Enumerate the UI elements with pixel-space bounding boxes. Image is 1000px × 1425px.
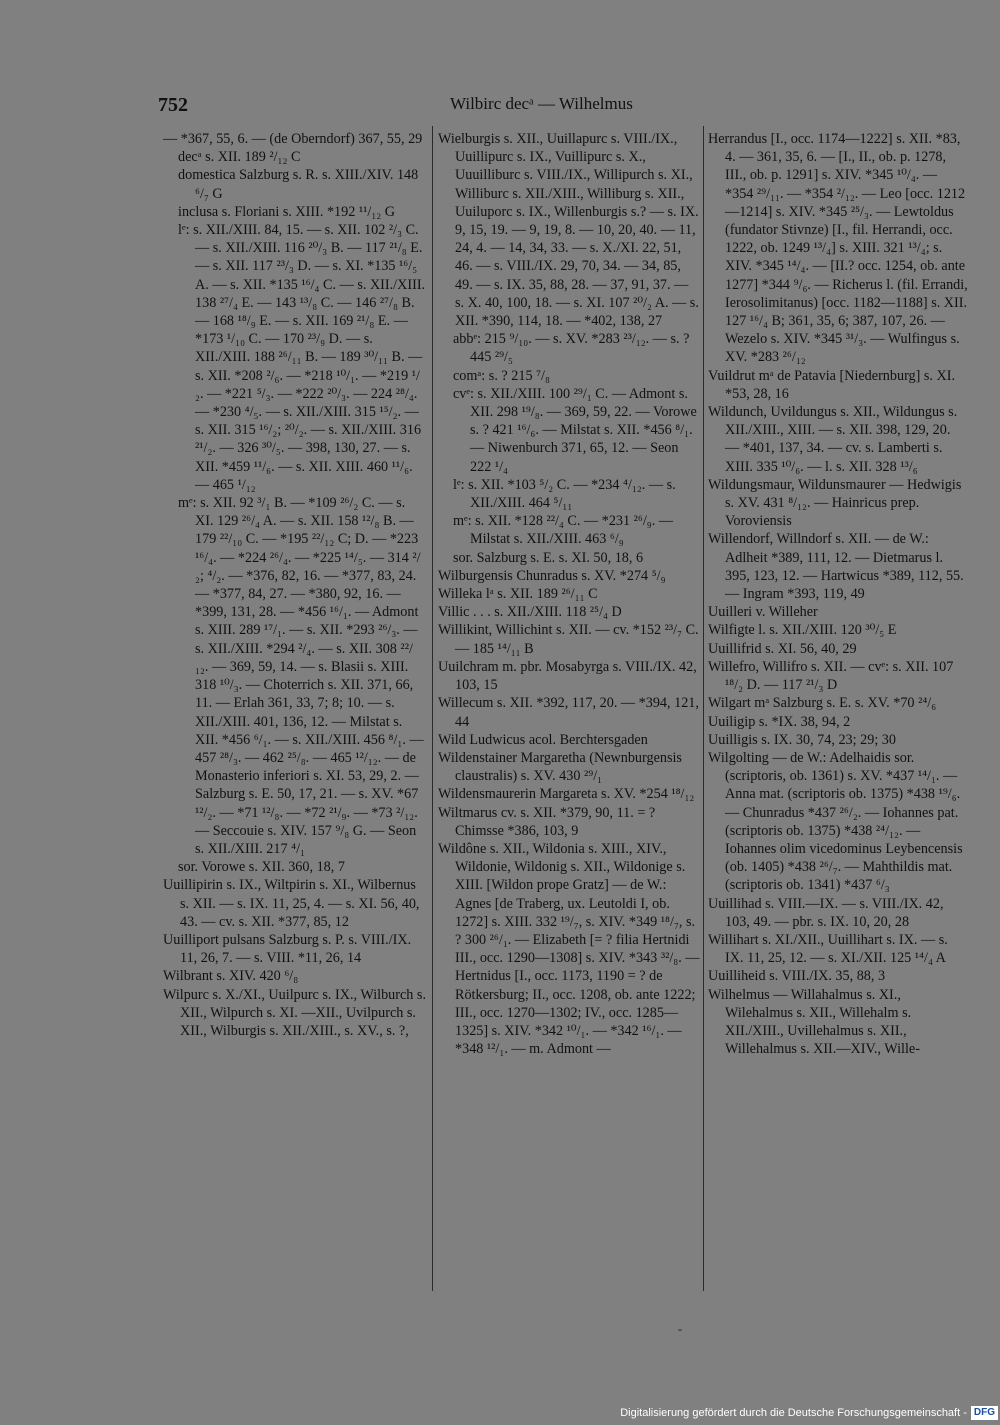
index-entry: Wilgart mᵃ Salzburg s. E. s. XV. *70 ²⁴/₆ — [708, 695, 937, 712]
index-entry: Wildône s. XII., Wildonia s. XIII., XIV., Wildonie, Wildonig s. XII., Wildonige s. XIII. [Wildon prope Gratz] — de W.: Agnes [de Traberg, ux. Leutoldi I, ob. 1272] s. XIII. 332 ¹⁹/₇, s. XIV. *349 ¹⁸/₇, s. ? 300 ²⁶/₁. — Elizabeth [= ? filia Hertnidi III., occ. 1290—1308] s. XIV. *343 ³²/₈. — Hertnidus [I., occ. 1173, 1190 = ? de Rötkersburg; II., occ. 1208, ob. ante 1222; III., occ. 1270—1302; IV., occ. 1285—1325] s. XIV. *342 ¹⁰/₁. — *342 ¹⁶/₁. — *348 ¹²/₁. — m. Admont — — [438, 840, 700, 1058]
index-entry: Wiltmarus cv. s. XII. *379, 90, 11. = ? Chimsse *386, 103, 9 — [438, 804, 656, 839]
index-column-2 — [438, 130, 700, 1058]
index-entry: Wild Ludwicus acol. Berchtersgaden — [438, 731, 648, 748]
index-entry: Willikint, Willichint s. XII. — cv. *152 ²³/₇ C. — 185 ¹⁴/₁₁ B — [438, 622, 699, 657]
running-head: Wilbirc decᵃ — Wilhelmus — [450, 94, 633, 113]
footer-credit — [620, 1405, 1000, 1421]
index-entry: Wilburgensis Chunradus s. XV. *274 ⁵/₉ — [438, 567, 666, 584]
index-subentry: sor. Vorowe s. XII. 360, 18, 7 — [178, 859, 345, 876]
index-entry: Willefro, Willifro s. XII. — cvᵉ: s. XII. 107 ¹⁸/₂ D. — 117 ²¹/₃ D — [708, 658, 954, 694]
index-entry: Herrandus [I., occ. 1174—1222] s. XII. *83, 4. — 361, 35, 6. — [I., II., ob. p. 1278, III., ob. p. 1291] s. XIV. *345 ¹⁰/₄. — *354 ²⁹/₁₁. — *354 ²/₁₂. — Leo [occ. 1212—1214] s. XIV. *345 ²⁵/₃. — Lewtoldus (fundator Stivnze) [I., fil. Herrandi, occ. 1222, ob. 1249 ¹³/₄] s. XIII. 321 ¹³/₄; s. XIV. *345 ¹⁴/₄. — [II.? occ. 1254, ob. ante 1277] *344 ⁹/₆. — Richerus l. (fil. Errandi, Ierosolimitanus) [occ. 1182—1188] s. XII. 127 ¹⁶/₄ B; 361, 35, 6; 387, 107, 26. — Wezelo s. XIV. *345 ³¹/₃. — Wulfingus s. XV. *283 ²⁶/₁₂ — [708, 131, 968, 366]
index-entry: Uuillipirin s. IX., Wiltpirin s. XI., Wilbernus s. XII. — s. IX. 11, 25, 4. — s. XI. 56, 40, 43. — cv. s. XII. *377, 85, 12 — [163, 877, 420, 930]
index-entry: Vuildrut mᵃ de Patavia [Niedernburg] s. XI. *53, 28, 16 — [708, 367, 956, 402]
index-entry: Wildenstainer Margaretha (Newnburgensis claustralis) s. XV. 430 ²⁹/₁ — [438, 749, 682, 785]
index-subentry: mᵉ: s. XII. *128 ²²/₄ C. — *231 ²⁶/₉. — Milstat s. XII./XIII. 463 ⁶/₉ — [453, 513, 674, 548]
index-entry: Willeka lᵃ s. XII. 189 ²⁶/₁₁ C — [438, 586, 598, 603]
index-subentry: domestica Salzburg s. R. s. XIII./XIV. 148 ⁶/₇ G — [178, 167, 419, 202]
index-subentry: inclusa s. Floriani s. XIII. *192 ¹¹/₁₂ G — [178, 203, 396, 220]
index-entry: Uuilchram m. pbr. Mosabyrga s. VIII./IX. 42, 103, 15 — [438, 658, 697, 694]
index-subentry: decᵃ s. XII. 189 ²/₁₂ C — [178, 149, 301, 166]
index-column-1 — [163, 130, 426, 1040]
index-entry: Uuillihad s. VIII.—IX. — s. VIII./IX. 42, 103, 49. — pbr. s. IX. 10, 20, 28 — [708, 895, 944, 930]
index-entry: Wilgolting — de W.: Adelhaidis sor. (scriptoris, ob. 1361) s. XV. *437 ¹⁴/₁. — Anna mat. (scriptoris ob. 1375) *438 ¹⁹/₆. — Chunradus *437 ²⁶/₂. — Iohannes pat. (scriptoris ob. 1375) *438 ²⁴/₁₂. — Iohannes olim vicedominus Leybencensis (ob. 1405) *438 ²⁶/₇. — Mahthildis mat. (scriptoris ob. 1341) *437 ⁶/₃ — [708, 749, 963, 894]
footer-text: Digitalisierung gefördert durch die Deutsche Forschungsgemeinschaft - — [620, 1407, 967, 1419]
index-entry: — *367, 55, 6. — (de Oberndorf) 367, 55, 29 — [163, 131, 423, 147]
page-mark: - — [678, 1322, 682, 1336]
index-entry: Villic . . . s. XII./XIII. 118 ²⁵/₄ D — [438, 604, 622, 621]
index-entry: Wielburgis s. XII., Uuillapurc s. VIII./IX., Uuillipurc s. IX., Vuillipurc s. X., Uuuilliburc s. VIII./IX., Willipurch s. XI., Williburc s. XII./XIII., Williburg s. XII., Uuiluporc s. IX., Willenburgis s.? — s. IX. 9, 15, 19. — 9, 19, 8. — 10, 20, 40. — 11, 24, 4. — 14, 34, 33. — s. X./XI. 22, 51, 46. — s. VIII./IX. 29, 70, 34. — 34, 85, 49. — s. IX. 35, 88, 28. — 37, 91, 37. — s. X. 40, 100, 18. — s. XI. 107 ²⁰/₂ A. — s. XII. *390, 114, 18. — *402, 138, 27 — [438, 131, 699, 330]
index-entry: Wilbrant s. XIV. 420 ⁶/₈ — [163, 968, 299, 985]
index-subentry: sor. Salzburg s. E. s. XI. 50, 18, 6 — [453, 549, 644, 566]
column-divider — [432, 126, 433, 1291]
page-number: 752 — [158, 94, 188, 116]
index-entry: Wilfigte l. s. XII./XIII. 120 ³⁰/₅ E — [708, 622, 897, 639]
index-subentry: cvᵉ: s. XII./XIII. 100 ²⁹/₁ C. — Admont s. XII. 298 ¹⁹/₈. — 369, 59, 22. — Vorowe s. ? 421 ¹⁶/₆. — Milstat s. XII. *456 ⁸/₁. — Niwenburch 371, 65, 12. — Seon 222 ¹/₄ — [453, 385, 697, 475]
index-column-3 — [708, 130, 968, 1058]
index-entry: Wilpurc s. X./XI., Uuilpurc s. IX., Wilburch s. XII., Wilpurch s. XI. —XII., Uvilpurch s. XII., Wilburgis s. XII./XIII., s. XV., s. ?, — [163, 986, 426, 1039]
index-entry: Willecum s. XII. *392, 117, 20. — *394, 121, 44 — [438, 695, 699, 730]
index-subentry: lᵉ: s. XII./XIII. 84, 15. — s. XII. 102 ²/₃ C. — s. XII./XIII. 116 ²⁰/₃ B. — 117 ²¹/₈ E. — s. XII. 117 ²³/₃ D. — s. XI. *135 ¹⁶/₅ A. — s. XII. *135 ¹⁶/₄ C. — s. XII./XIII. 138 ²⁷/₄ E. — 143 ¹³/₈ C. — 146 ²⁷/₈ B. — 168 ¹⁸/₉ E. — s. XII. 169 ²¹/₈ E. — *173 ¹/₁₀ C. — 170 ²³/₉ D. — s. XII./XIII. 188 ²⁶/₁₁ B. — 189 ³⁰/₁₁ B. — s. XII. *208 ²/₆. — *218 ¹⁰/₁. — *219 ¹/₂. — *221 ⁵/₃. — *222 ²⁰/₃. — 224 ²⁸/₄. — *230 ⁴/₅. — s. XII./XIII. 315 ¹⁵/₂. — s. XII. 315 ¹⁶/₂; ²⁰/₂. — s. XII./XIII. 316 ²¹/₂. — 326 ³⁰/₅. — 398, 130, 27. — s. XII. *459 ¹¹/₆. — s. XII. XIII. 460 ¹¹/₆. — 465 ¹/₁₂ — [178, 222, 426, 493]
index-subentry: comᵃ: s. ? 215 ⁷/₈ — [453, 367, 550, 384]
index-entry: Uuillifrid s. XI. 56, 40, 29 — [708, 640, 857, 657]
column-divider — [703, 126, 704, 1291]
index-subentry: mᵉ: s. XII. 92 ³/₁ B. — *109 ²⁶/₂ C. — s. XI. 129 ²⁶/₄ A. — s. XII. 158 ¹²/₈ B. — 179 ²²/₁₀ C. — *195 ²²/₁₂ C; D. — *223 ¹⁶/₄. — *224 ²⁶/₄. — *225 ¹⁴/₅. — 314 ²/₂; ⁴/₂. — *376, 82, 16. — *377, 83, 24. — *377, 84, 27. — *380, 92, 16. — *399, 131, 28. — *456 ¹⁶/₁. — Admont s. XIII. 289 ¹⁷/₁. — s. XII. *293 ²⁶/₃. — s. XII./XIII. *294 ²/₄. — s. XII. 308 ²²/₁₂. — 369, 59, 14. — s. Blasii s. XIII. 318 ¹⁰/₃. — Choterrich s. XII. 371, 66, 11. — Erlah 361, 33, 7; 8; 10. — s. XII./XIII. 401, 136, 12. — Milstat s. XII. *456 ⁶/₁. — s. XII./XIII. 456 ⁸/₁. — 457 ²⁸/₃. — 462 ²⁵/₈. — 465 ¹²/₁₂. — de Monasterio inferiori s. XI. 53, 29, 2. — Salzburg s. E. 50, 17, 21. — s. XV. *67 ¹²/₂. — *71 ¹²/₈. — *72 ²¹/₉. — *73 ²/₁₂. — Seccouie s. XIV. 157 ⁹/₈ G. — Seon s. XII./XIII. 217 ⁴/₁ — [178, 495, 424, 857]
index-entry: Uuilliport pulsans Salzburg s. P. s. VIII./IX. 11, 26, 7. — s. VIII. *11, 26, 14 — [163, 931, 412, 967]
index-entry: Wildungsmaur, Wildunsmaurer — Hedwigis s. XV. 431 ⁸/₁₂. — Hainricus prep. Voroviensis — [708, 476, 962, 530]
index-entry: Uuilligis s. IX. 30, 74, 23; 29; 30 — [708, 731, 896, 748]
index-entry: Uuiligip s. *IX. 38, 94, 2 — [708, 713, 851, 730]
index-entry: Wildensmaurerin Margareta s. XV. *254 ¹⁸/₁₂ — [438, 786, 695, 803]
index-entry: Uuilliheid s. VIII./IX. 35, 88, 3 — [708, 968, 886, 985]
index-subentry: abbᵉ: 215 ⁹/₁₀. — s. XV. *283 ²³/₁₂. — s. ? 445 ²⁹/₅ — [453, 331, 690, 366]
index-entry: Wilhelmus — Willahalmus s. XI., Wilehalmus s. XII., Willehalm s. XII./XIII., Uvillehalmus s. XII., Willehalmus s. XII.—XIV., Wille- — [708, 986, 920, 1058]
index-subentry: lᵉ: s. XII. *103 ⁵/₂ C. — *234 ⁴/₁₂. — s. XII./XIII. 464 ⁵/₁₁ — [453, 476, 676, 512]
index-entry: Wildunch, Uvildungus s. XII., Wildungus s. XII./XIII., XIII. — s. XII. 398, 129, 20. — *401, 137, 34. — cv. s. Lamberti s. XIII. 335 ¹⁰/₆. — l. s. XII. 328 ¹³/₆ — [708, 404, 958, 475]
dfg-logo: DFG — [971, 1406, 998, 1420]
index-entry: Willendorf, Willndorf s. XII. — de W.: Adlheit *389, 111, 12. — Dietmarus l. 395, 123, 12. — Hartwicus *389, 112, 55. — Ingram *393, 119, 49 — [708, 531, 964, 603]
index-entry: Uuilleri v. Willeher — [708, 604, 818, 621]
index-entry: Willihart s. XI./XII., Uuillihart s. IX. — s. IX. 11, 25, 12. — s. XI./XII. 125 ¹⁴/₄ A — [708, 931, 948, 967]
